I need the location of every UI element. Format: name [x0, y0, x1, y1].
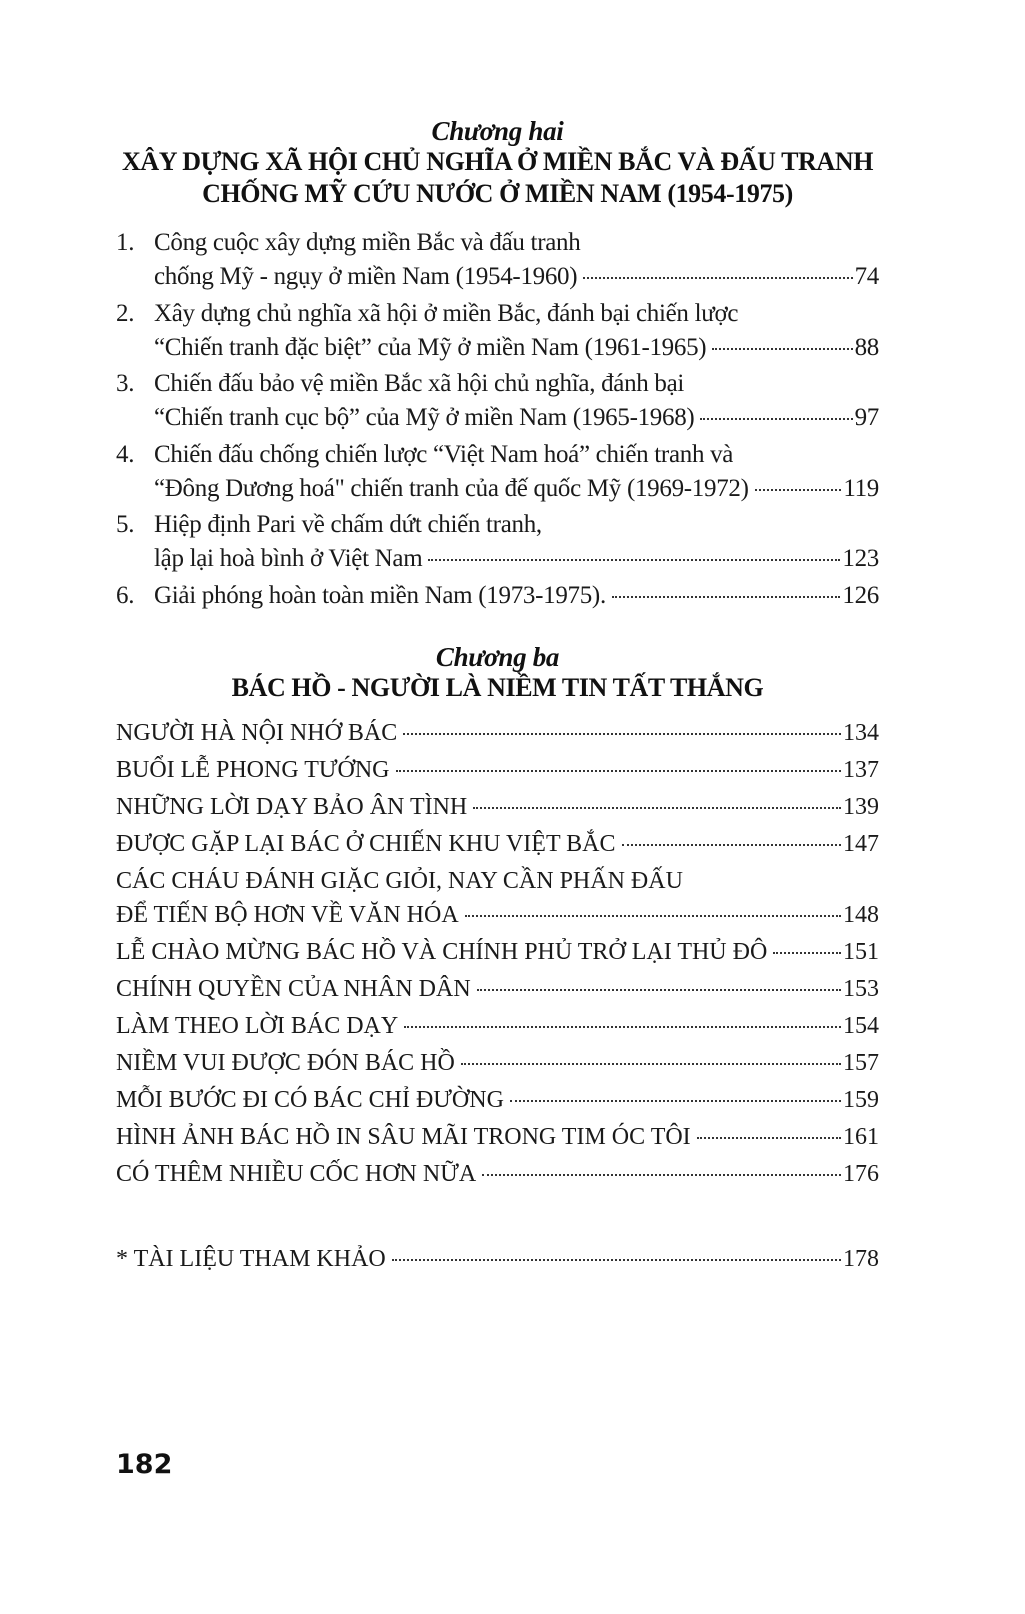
toc-entry[interactable]	[116, 297, 879, 365]
toc-entry-references[interactable]	[116, 1242, 879, 1276]
dot-leader	[428, 559, 840, 561]
references-title: * TÀI LIỆU THAM KHẢO	[116, 1246, 386, 1272]
entry-title: NGƯỜI HÀ NỘI NHỚ BÁC	[116, 720, 398, 746]
toc-entry[interactable]	[116, 367, 879, 435]
entry-page: 154	[843, 1013, 879, 1039]
references-toc-list	[116, 1242, 879, 1279]
entry-page: 126	[842, 581, 879, 609]
toc-entry[interactable]	[116, 827, 879, 861]
toc-entry[interactable]	[116, 1009, 879, 1043]
entry-number: 2.	[116, 299, 135, 327]
entry-title-line-2: “Đông Dương hoá" chiến tranh của đế quốc Mỹ (1969-1972)	[154, 474, 749, 502]
entry-title: ĐƯỢC GẶP LẠI BÁC Ở CHIẾN KHU VIỆT BẮC	[116, 831, 616, 857]
entry-number: 1.	[116, 229, 135, 256]
dot-leader	[403, 733, 841, 735]
entry-number: 3.	[116, 370, 135, 397]
entry-title: LỄ CHÀO MỪNG BÁC HỒ VÀ CHÍNH PHỦ TRỞ LẠI THỦ ĐÔ	[116, 939, 768, 965]
entry-title-line-1: Giải phóng hoàn toàn miền Nam (1973-1975).	[154, 581, 606, 609]
chapter-two-label: Chương hai	[431, 116, 564, 146]
entry-number: 6.	[116, 581, 135, 609]
entry-page: 119	[843, 474, 879, 502]
dot-leader	[700, 418, 852, 420]
entry-title-line-1: CÁC CHÁU ĐÁNH GIẶC GIỎI, NAY CẦN PHẤN ĐẤU	[116, 868, 683, 894]
entry-page: 151	[843, 939, 879, 965]
toc-entry[interactable]	[116, 935, 879, 969]
dot-leader	[477, 989, 841, 991]
entry-title: LÀM THEO LỜI BÁC DẠY	[116, 1013, 399, 1039]
dot-leader	[712, 348, 852, 350]
entry-title-line-1: Chiến đấu bảo vệ miền Bắc xã hội chủ nghĩa, đánh bại	[154, 370, 685, 397]
entry-page: 176	[843, 1161, 879, 1187]
dot-leader	[482, 1174, 841, 1176]
toc-entry[interactable]	[116, 579, 879, 613]
entry-number: 5.	[116, 511, 135, 538]
dot-leader	[622, 844, 841, 846]
chapter-two-toc-list	[116, 226, 879, 615]
entry-title: MỖI BƯỚC ĐI CÓ BÁC CHỈ ĐƯỜNG	[116, 1087, 504, 1113]
chapter-two-title-line-1: XÂY DỰNG XÃ HỘI CHỦ NGHĨA Ở MIỀN BẮC VÀ ĐẤU TRANH	[121, 147, 874, 176]
toc-entry[interactable]	[116, 716, 879, 750]
toc-entry[interactable]	[116, 226, 879, 294]
entry-title: HÌNH ẢNH BÁC HỒ IN SÂU MÃI TRONG TIM ÓC TÔI	[116, 1124, 691, 1150]
toc-entry[interactable]	[116, 1046, 879, 1080]
entry-page: 139	[843, 794, 879, 820]
entry-number: 4.	[116, 440, 135, 468]
toc-entry[interactable]	[116, 864, 879, 932]
entry-title: BUỔI LỄ PHONG TƯỚNG	[116, 757, 390, 783]
chapter-three-label: Chương ba	[435, 642, 560, 672]
entry-title: CHÍNH QUYỀN CỦA NHÂN DÂN	[116, 976, 471, 1002]
entry-title: CÓ THÊM NHIỀU CỐC HƠN NỮA	[116, 1161, 477, 1187]
entry-title: NHỮNG LỜI DẠY BẢO ÂN TÌNH	[116, 794, 468, 820]
entry-page: 88	[854, 333, 879, 361]
toc-entry[interactable]	[116, 1120, 879, 1154]
entry-page: 159	[843, 1087, 879, 1113]
chapter-three-title: BÁC HỒ - NGƯỜI LÀ NIỀM TIN TẤT THẮNG	[231, 673, 764, 702]
dot-leader	[461, 1063, 841, 1065]
entry-title-line-2: “Chiến tranh đặc biệt” của Mỹ ở miền Nam (1961-1965)	[154, 333, 707, 361]
dot-leader	[510, 1100, 841, 1102]
entry-title-line-2: chống Mỹ - ngụy ở miền Nam (1954-1960)	[154, 263, 578, 290]
entry-title-line-1: Công cuộc xây dựng miền Bắc và đấu tranh	[154, 229, 581, 256]
entry-page: 74	[854, 263, 879, 290]
toc-entry[interactable]	[116, 438, 879, 506]
entry-page: 153	[843, 976, 879, 1002]
toc-entry[interactable]	[116, 972, 879, 1006]
entry-title: NIỀM VUI ĐƯỢC ĐÓN BÁC HỒ	[116, 1050, 455, 1076]
toc-entry[interactable]	[116, 1083, 879, 1117]
entry-page: 148	[843, 902, 879, 928]
entry-page: 97	[854, 404, 879, 431]
entry-page: 134	[843, 720, 879, 746]
dot-leader	[465, 915, 841, 917]
dot-leader	[473, 807, 841, 809]
entry-page: 157	[843, 1050, 879, 1076]
toc-entry[interactable]	[116, 753, 879, 787]
toc-page	[116, 0, 879, 1614]
entry-title-line-1: Chiến đấu chống chiến lược “Việt Nam hoá” chiến tranh và	[154, 440, 734, 468]
entry-page: 137	[843, 757, 879, 783]
entry-title-line-1: Hiệp định Pari về chấm dứt chiến tranh,	[154, 511, 542, 538]
chapter-three-heading	[116, 642, 879, 704]
entry-title-line-1: Xây dựng chủ nghĩa xã hội ở miền Bắc, đánh bại chiến lược	[154, 299, 739, 327]
entry-page: 161	[843, 1124, 879, 1150]
dot-leader	[612, 596, 841, 598]
chapter-two-title-line-2: CHỐNG MỸ CỨU NƯỚC Ở MIỀN NAM (1954-1975)	[202, 179, 793, 208]
entry-title-line-2: lập lại hoà bình ở Việt Nam	[154, 545, 423, 572]
toc-entry[interactable]	[116, 508, 879, 576]
entry-page: 123	[842, 545, 879, 572]
dot-leader	[396, 770, 841, 772]
entry-title-line-2: “Chiến tranh cục bộ” của Mỹ ở miền Nam (1965-1968)	[154, 404, 695, 431]
toc-entry[interactable]	[116, 790, 879, 824]
dot-leader	[755, 489, 842, 491]
dot-leader	[583, 277, 852, 279]
entry-title-line-2: ĐỂ TIẾN BỘ HƠN VỀ VĂN HÓA	[116, 902, 459, 928]
entry-page: 147	[843, 831, 879, 857]
chapter-two-heading	[116, 116, 879, 210]
dot-leader	[697, 1137, 841, 1139]
dot-leader	[404, 1026, 841, 1028]
dot-leader	[773, 952, 841, 954]
chapter-three-toc-list	[116, 716, 879, 1194]
page-number: 182	[116, 1449, 173, 1480]
references-page: 178	[843, 1246, 879, 1272]
toc-entry[interactable]	[116, 1157, 879, 1191]
dot-leader	[392, 1259, 841, 1261]
